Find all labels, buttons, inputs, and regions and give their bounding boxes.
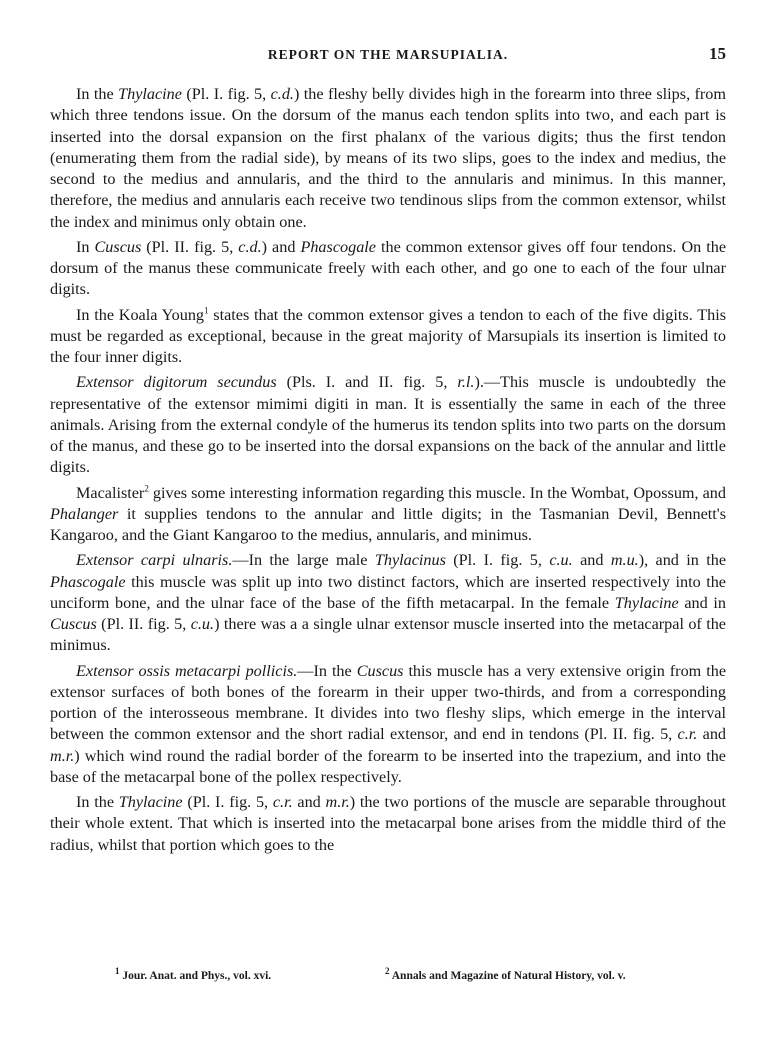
italic-text: Phascogale — [300, 237, 376, 256]
text-run: states that the common extensor gives a tendon to each of the five digits. This must be regarded as exceptional, because in the great majority of Marsupials its insertion is limited to the four inner digits. — [50, 305, 726, 366]
italic-text: r.l. — [457, 373, 475, 392]
text-run: —In the large male — [232, 551, 375, 570]
text-run: ) the two portions of the muscle are separable throughout their whole extent. That which is inserted into the metacarpal bone arises from the middle third of the radius, whilst that portion which goes to the — [50, 793, 726, 854]
italic-text: m.r. — [50, 746, 75, 765]
footnote-text: Annals and Magazine of Natural History, vol. v. — [391, 970, 626, 982]
text-run: it supplies tendons to the annular and little digits; in the Tasmanian Devil, Bennett's Kangaroo, and the Giant Kangaroo to the medius, annularis, and minimus. — [50, 504, 726, 544]
paragraph — [50, 84, 726, 233]
text-run: (Pl. II. fig. 5, — [141, 237, 239, 256]
italic-text: Extensor ossis metacarpi pollicis. — [76, 661, 298, 680]
text-run: this muscle has a very extensive origin from the extensor surfaces of both bones of the forearm in their upper two-thirds, and from a corresponding portion of the interosseous membrane. It divides into two fleshy slips, which emerge in the interval between the common extensor and the short radial extensor, and end in tendons (Pl. II. fig. 5, — [50, 661, 727, 744]
italic-text: Thylacine — [118, 793, 183, 811]
text-run: ), and in the — [638, 551, 727, 570]
running-title: REPORT ON THE MARSUPIALIA. — [267, 47, 509, 62]
footnote-text: Jour. Anat. and Phys., vol. xvi. — [122, 970, 272, 982]
italic-text: c.d. — [270, 85, 294, 103]
text-run: (Pl. I. fig. 5, — [182, 793, 273, 811]
italic-text: c.u. — [549, 551, 573, 570]
italic-text: Extensor digitorum secundus — [76, 373, 277, 392]
footnote-2 — [385, 966, 626, 982]
italic-text: Extensor carpi ulnaris. — [76, 551, 233, 570]
paragraph — [50, 550, 726, 656]
footnote-ref: 1 — [204, 305, 209, 316]
paragraph — [50, 483, 726, 547]
footnote-ref: 2 — [144, 483, 149, 494]
paragraph — [50, 792, 726, 856]
paragraph — [50, 305, 726, 369]
text-run: In the — [76, 793, 119, 811]
italic-text: Cuscus — [50, 615, 97, 633]
paragraph — [50, 661, 726, 789]
text-run: Macalister — [76, 483, 145, 502]
text-run: and — [572, 551, 611, 570]
italic-text: c.r. — [677, 725, 698, 744]
text-run: (Pl. I. fig. 5, — [445, 551, 550, 570]
paragraph — [50, 372, 726, 478]
italic-text: c.u. — [190, 615, 215, 633]
page-header — [50, 44, 726, 66]
italic-text: c.r. — [272, 793, 293, 811]
text-run: this muscle was split up into two distinct factors, which are inserted respectively into the unciform bone, and the ulnar face of the base of the fifth metacarpal. In the female — [50, 572, 726, 612]
text-run: ).—This muscle is undoubtedly the representative of the extensor mimimi digiti in man. It is essentially the same in each of the three animals. Arising from the external condyle of the humerus its tendon splits into two parts on the dorsum of the manus, and these go to be inserted into the dorsal expansions on the back of the annular and little digits. — [50, 373, 726, 477]
italic-text: Thylacine — [614, 593, 679, 612]
body-text — [50, 84, 726, 860]
italic-text: c.d. — [238, 237, 262, 256]
italic-text: m.u. — [610, 551, 639, 570]
text-run: ) the fleshy belly divides high in the forearm into three slips, from which three tendons issue. On the dorsum of the manus each tendon splits into two, and each part is inserted into the dorsal expansion on the first phalanx of the various digits; thus the first tendon (enumerating them from the radial side), by means of its two slips, goes to the index and medius, the second to the medius and annularis, and the third to the annularis and minimus. In this manner, therefore, the medius and annularis each receive two tendinous slips from the common extensor, whilst the index and minimus only obtain one. — [50, 85, 726, 231]
text-run: the common extensor gives off four tendons. On the dorsum of the manus these communicate freely with each other, and go one to each of the four ulnar digits. — [50, 237, 727, 299]
italic-text: Thylacine — [118, 85, 182, 103]
italic-text: Cuscus — [356, 661, 404, 680]
text-run: —In the — [297, 661, 357, 680]
footnote-mark: 1 — [115, 966, 120, 977]
italic-text: Phalanger — [50, 504, 119, 523]
text-run: In the Koala Young — [76, 305, 205, 324]
text-run: and in — [678, 593, 726, 612]
text-run: ) there was a a single ulnar extensor muscle inserted into the metacarpal of the minimus. — [50, 615, 726, 655]
footnote-mark: 2 — [385, 966, 390, 977]
footnote-1 — [115, 966, 272, 982]
text-run: (Pl. I. fig. 5, — [181, 85, 271, 103]
paragraph — [50, 237, 726, 301]
footnotes — [50, 966, 726, 988]
text-run: and — [292, 793, 326, 811]
italic-text: m.r. — [325, 793, 350, 811]
text-run: ) and — [261, 237, 301, 256]
italic-text: Thylacinus — [374, 551, 446, 570]
text-run: (Pls. I. and II. fig. 5, — [276, 373, 458, 392]
italic-text: Cuscus — [94, 237, 142, 256]
text-run: gives some interesting information regarding this muscle. In the Wombat, Opossum, and — [148, 483, 726, 502]
text-run: (Pl. II. fig. 5, — [96, 615, 191, 633]
text-run: ) which wind round the radial border of the forearm to be inserted into the trapezium, and into the base of the metacarpal bone of the pollex respectively. — [50, 746, 726, 786]
italic-text: Phascogale — [50, 572, 126, 591]
text-run: In — [76, 237, 95, 256]
page-number: 15 — [709, 44, 726, 63]
text-run: and — [697, 725, 727, 744]
text-run: In the — [76, 85, 119, 103]
